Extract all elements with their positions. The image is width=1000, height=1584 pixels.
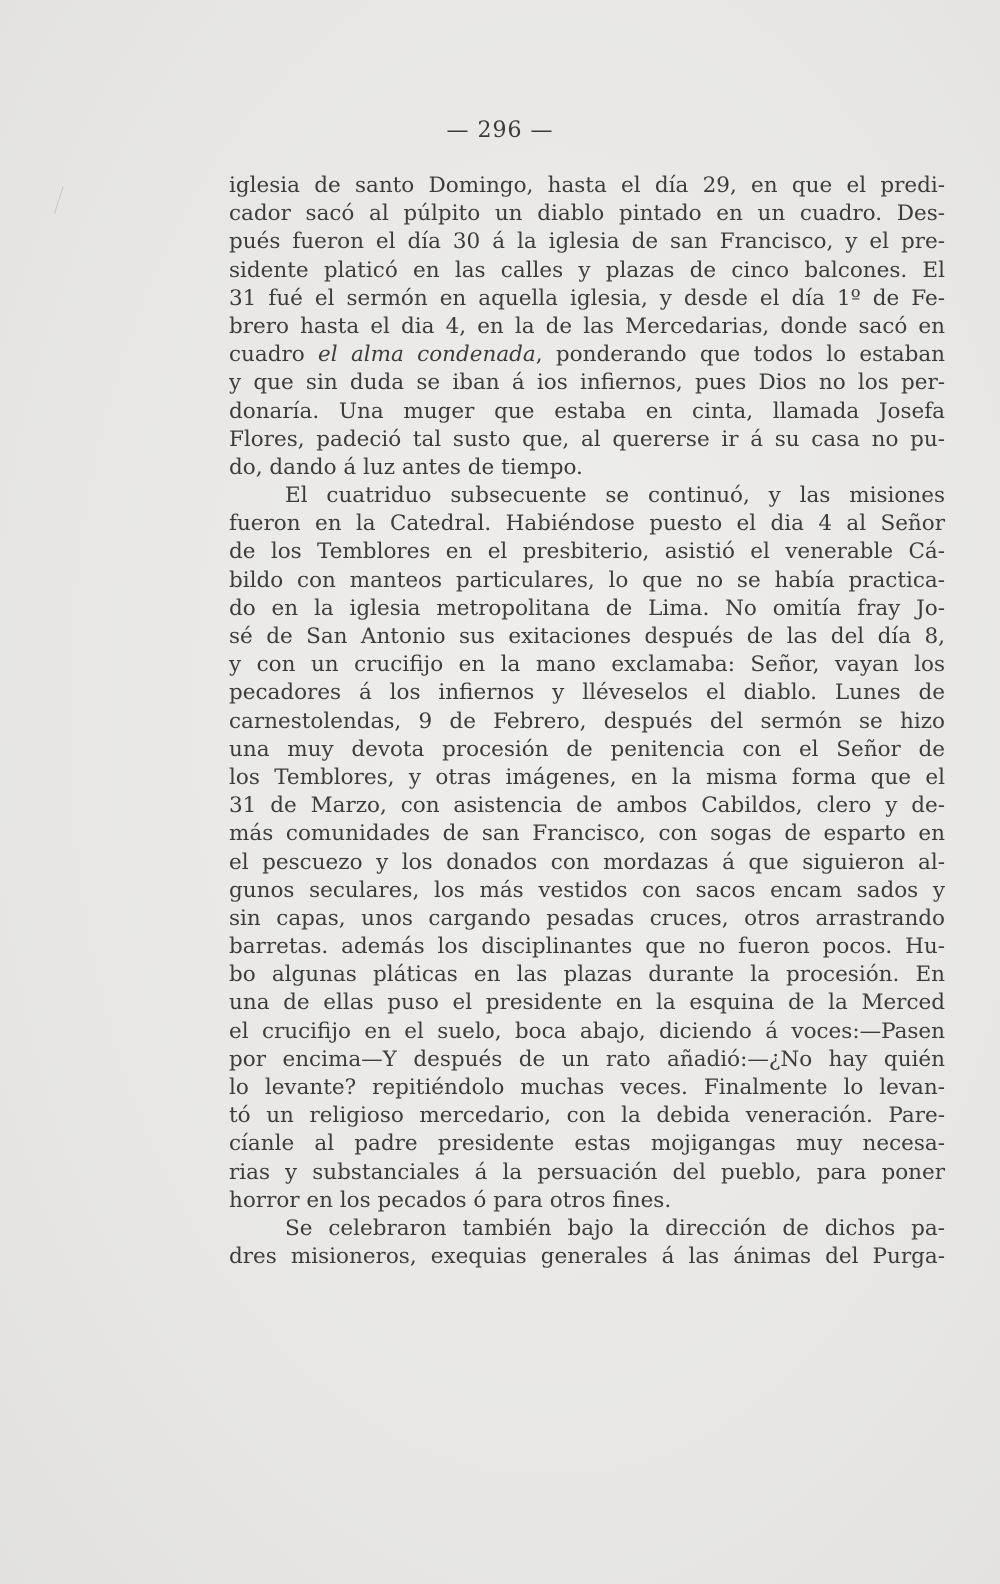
text-line: fueron en la Catedral. Habiéndose puesto el dia 4 al Señor — [229, 511, 945, 537]
italic-phrase: el alma condenada — [318, 342, 536, 368]
text-line: 31 fué el sermón en aquella iglesia, y desde el día 1º de Fe- — [229, 285, 945, 311]
text-line: brero hasta el dia 4, en la de las Mercedarias, donde sacó en — [229, 313, 945, 339]
text-line: bo algunas pláticas en las plazas durante la procesión. En — [229, 962, 945, 988]
text-line: do, dando á luz antes de tiempo. — [229, 454, 583, 480]
text-line: el crucifijo en el suelo, boca abajo, diciendo á voces:—Pasen — [229, 1018, 945, 1044]
text-line: rias y substanciales á la persuación del pueblo, para poner — [229, 1159, 945, 1185]
text-line: tó un religioso mercedario, con la debida veneración. Pare- — [229, 1103, 945, 1129]
text-line: una muy devota procesión de penitencia con el Señor de — [229, 736, 945, 762]
text-line: pecadores á los infiernos y lléveselos el diablo. Lunes de — [229, 680, 945, 706]
page-number: — 296 — — [446, 118, 554, 143]
text-line: pués fueron el día 30 á la iglesia de san Francisco, y el pre- — [229, 229, 945, 255]
text-line: y con un crucifijo en la mano exclamaba: Señor, vayan los — [229, 652, 945, 678]
margin-mark — [54, 187, 75, 218]
text-line: bildo con manteos particulares, lo que no se había practica- — [229, 567, 945, 593]
text-line: los Temblores, y otras imágenes, en la misma forma que el — [229, 764, 945, 790]
paragraph-first-line: El cuatriduo subsecuente se continuó, y las misiones — [285, 483, 945, 509]
text-line: dres misioneros, exequias generales á las ánimas del Purga- — [229, 1244, 945, 1270]
text-line-with-italic — [229, 341, 945, 369]
text-line: iglesia de santo Domingo, hasta el día 29, en que el predi- — [229, 173, 945, 198]
text-line: por encima—Y después de un rato añadió:—¿No hay quién — [229, 1046, 945, 1072]
text-line: lo levante? repitiéndolo muchas veces. Finalmente lo levan- — [229, 1075, 945, 1100]
text-line: sin capas, unos cargando pesadas cruces, otros arrastrando — [229, 905, 945, 931]
text-line: sé de San Antonio sus exitaciones después de las del día 8, — [229, 624, 945, 649]
text-line: carnestolendas, 9 de Febrero, después del sermón se hizo — [229, 708, 945, 734]
text-segment: , ponderando que todos lo estaban — [535, 342, 945, 368]
text-line: cíanle al padre presidente estas mojigangas muy necesa- — [229, 1131, 945, 1157]
text-line: 31 de Marzo, con asistencia de ambos Cabildos, clero y de- — [229, 793, 945, 819]
text-line: barretas. además los disciplinantes que no fueron pocos. Hu- — [229, 934, 945, 960]
text-line: horror en los pecados ó para otros fines. — [229, 1187, 672, 1213]
text-segment: cuadro — [229, 342, 319, 368]
paragraph-first-line: Se celebraron también bajo la dirección de dichos pa- — [285, 1215, 945, 1241]
text-line: y que sin duda se iban á ios infiernos, pues Dios no los per- — [229, 370, 945, 396]
text-line: cador sacó al púlpito un diablo pintado en un cuadro. Des- — [229, 201, 945, 227]
text-line: gunos seculares, los más vestidos con sacos encam sados y — [229, 877, 945, 903]
text-line: de los Temblores en el presbiterio, asistió el venerable Cá- — [229, 539, 945, 565]
text-line: Flores, padeció tal susto que, al quererse ir á su casa no pu- — [229, 426, 945, 452]
text-line: el pescuezo y los donados con mordazas á que siguieron al- — [229, 849, 945, 875]
text-line: donaría. Una muger que estaba en cinta, llamada Josefa — [229, 398, 945, 424]
text-line: sidente platicó en las calles y plazas de cinco balcones. El — [229, 257, 945, 283]
body-text — [229, 172, 945, 1271]
text-line: una de ellas puso el presidente en la esquina de la Merced — [229, 990, 945, 1016]
text-line: do en la iglesia metropolitana de Lima. No omitía fray Jo- — [229, 595, 945, 621]
text-line: más comunidades de san Francisco, con sogas de esparto en — [229, 821, 945, 847]
